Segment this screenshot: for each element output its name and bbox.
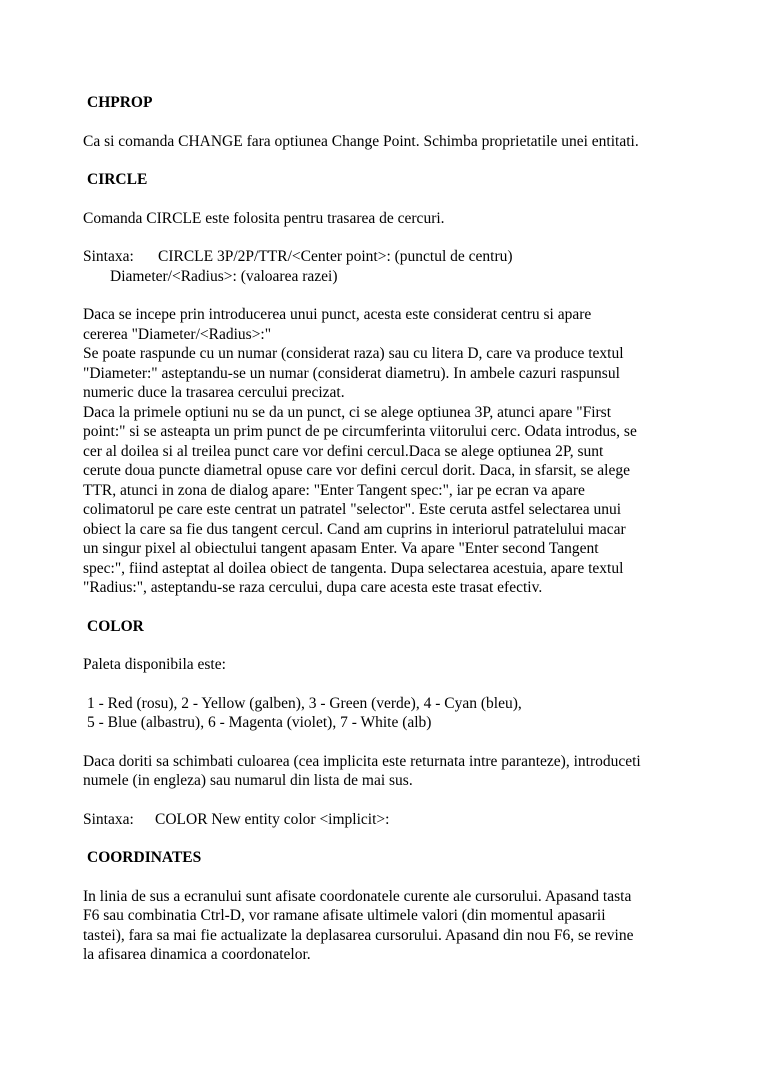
section-heading-color: COLOR <box>87 617 144 635</box>
section-heading-chprop: CHPROP <box>87 94 153 111</box>
color-palette-line-1: 1 - Red (rosu), 2 - Yellow (galben), 3 - Green (verde), 4 - Cyan (bleu), <box>87 694 522 712</box>
section-heading-coordinates: COORDINATES <box>87 849 202 866</box>
coordinates-body-line: In linia de sus a ecranului sunt afisate coordonatele curente ale cursorului. Apasand tasta <box>83 887 632 905</box>
circle-body-line: cer al doilea si al treilea punct care vor defini cercul.Daca se alege optiunea 2P, sunt <box>83 442 604 460</box>
color-palette <box>83 694 695 733</box>
color-body-line: numele (in engleza) sau numarul din lista de mai sus. <box>83 772 413 789</box>
circle-body-line: spec:", fiind asteptat al doilea obiect de tangenta. Dupa selectarea acestuia, apare textul <box>83 559 624 577</box>
circle-body-line: point:" si se asteapta un prim punct de pe circumferinta viitorului cerc. Odata introdus, se <box>83 423 637 440</box>
circle-body-line: Se poate raspunde cu un numar (considerat raza) sau cu litera D, care va produce textul <box>83 345 624 362</box>
color-syntax-label: Sintaxa: <box>83 810 134 828</box>
circle-syntax-line-1: CIRCLE 3P/2P/TTR/<Center point>: (punctul de centru) <box>158 248 513 265</box>
circle-intro: Comanda CIRCLE este folosita pentru trasarea de cercuri. <box>83 209 445 227</box>
circle-body-line: Daca la primele optiuni nu se da un punct, ci se alege optiunea 3P, atunci apare "First <box>83 403 611 421</box>
chprop-description: Ca si comanda CHANGE fara optiunea Change Point. Schimba proprietatile unei entitati. <box>83 132 639 150</box>
circle-body-line: TTR, atunci in zona de dialog apare: "Enter Tangent spec:", iar pe ecran va apare <box>83 481 585 499</box>
color-syntax <box>83 810 695 830</box>
section-heading-circle: CIRCLE <box>87 171 148 188</box>
circle-body-line: "Radius:", asteptandu-se raza cercului, dupa care acesta este trasat efectiv. <box>83 579 543 596</box>
color-syntax-text: COLOR New entity color <implicit>: <box>155 810 390 828</box>
color-palette-line-2: 5 - Blue (albastru), 6 - Magenta (violet), 7 - White (alb) <box>87 714 432 731</box>
coordinates-body-line: tastei), fara sa mai fie actualizate la deplasarea cursorului. Apasand din nou F6, se revine <box>83 926 634 944</box>
coordinates-body-line: la afisarea dinamica a coordonatelor. <box>83 946 311 963</box>
circle-body-line: numeric duce la trasarea cercului precizat. <box>83 384 345 401</box>
circle-body-line: cererea "Diameter/<Radius>:" <box>83 325 272 343</box>
color-body-line: Daca doriti sa schimbati culoarea (cea implicita este returnata intre paranteze), introduceti <box>83 752 641 770</box>
color-body <box>83 752 695 791</box>
circle-syntax <box>83 247 695 286</box>
circle-syntax-label: Sintaxa: <box>83 248 134 265</box>
circle-body-line: Daca se incepe prin introducerea unui punct, acesta este considerat centru si apare <box>83 306 592 323</box>
circle-body-line: cerute doua puncte diametral opuse care vor defini cercul dorit. Daca, in sfarsit, se alege <box>83 462 630 479</box>
circle-syntax-line-2: Diameter/<Radius>: (valoarea razei) <box>110 267 338 285</box>
color-intro: Paleta disponibila este: <box>83 656 226 673</box>
document-content <box>83 93 695 965</box>
circle-body-line: colimatorul pe care este centrat un patratel "selector". Este ceruta astfel selectarea unui <box>83 501 622 518</box>
coordinates-body <box>83 887 695 965</box>
circle-body-line: "Diameter:" asteptandu-se un numar (considerat diametru). In ambele cazuri raspunsul <box>83 364 620 382</box>
circle-body <box>83 305 695 598</box>
coordinates-body-line: F6 sau combinatia Ctrl-D, vor ramane afisate ultimele valori (din momentul apasarii <box>83 907 606 924</box>
circle-body-line: obiect la care sa fie dus tangent cercul. Cand am cuprins in interiorul patratelului macar <box>83 520 626 538</box>
circle-body-line: un singur pixel al obiectului tangent apasam Enter. Va apare "Enter second Tangent <box>83 540 599 557</box>
